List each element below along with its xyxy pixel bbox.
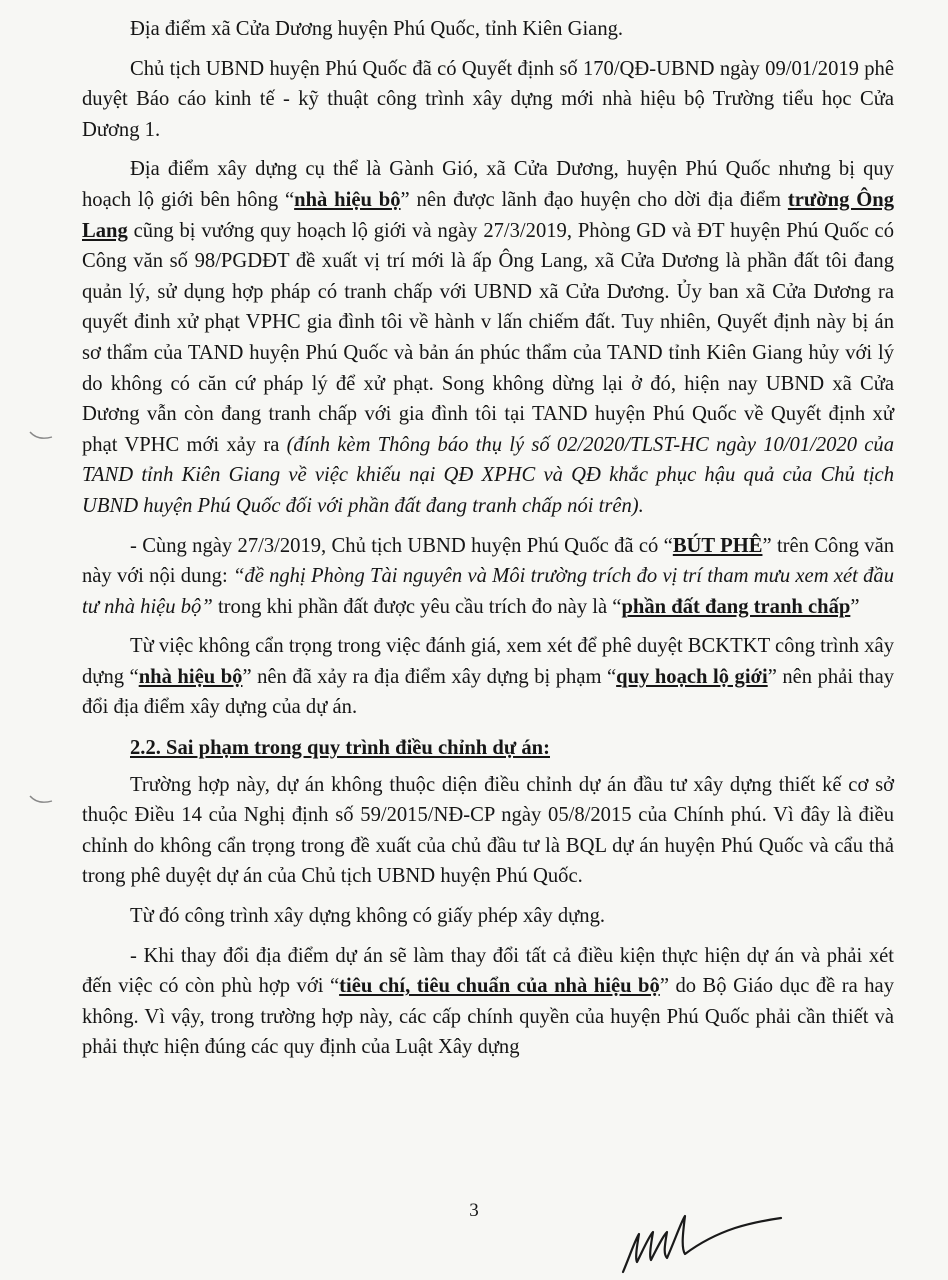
document-page: [82, 14, 894, 1072]
paragraph-criteria: - Khi thay đổi địa điểm dự án sẽ làm thay đổi tất cả điều kiện thực hiện dự án và phải xét đến việc có còn phù hợp với “tiêu chí, tiêu chuẩn của nhà hiệu bộ” do Bộ Giáo dục đề ra hay không. Vì vậy, trong trường hợp này, các cấp chính quyền của huyện Phú Quốc phải cần thiết và phải thực hiện đúng các quy định của Luật Xây dựng: [82, 944, 894, 1059]
emphasis-truong-ong-lang: trường Ông Lang: [82, 188, 894, 242]
attachment-note: (đính kèm Thông báo thụ lý số 02/2020/TLST-HC ngày 10/01/2020 của TAND tỉnh Kiên Giang về việc khiếu nại QĐ XPHC và QĐ khắc phục hậu quả của Chủ tịch UBND huyện Phú Quốc đối với phần đất đang tranh chấp nói trên).: [82, 433, 895, 517]
paragraph-location: Địa điểm xã Cửa Dương huyện Phú Quốc, tỉnh Kiên Giang.: [130, 18, 624, 40]
margin-mark: [28, 792, 54, 806]
emphasis-disputed-land: phần đất đang tranh chấp: [621, 595, 851, 618]
page-number: 3: [469, 1200, 479, 1221]
paragraph-consequence: Từ việc không cẩn trọng trong việc đánh giá, xem xét để phê duyệt BCKTKT công trình xây dựng “nhà hiệu bộ” nên đã xảy ra địa điểm xây dựng bị phạm “quy hoạch lộ giới” nên phải thay đổi địa điểm xây dựng của dự án.: [82, 635, 895, 719]
emphasis-nha-hieu-bo: nhà hiệu bộ: [138, 665, 243, 688]
emphasis-but-phe: BÚT PHÊ: [672, 534, 763, 557]
paragraph-but-phe: - Cùng ngày 27/3/2019, Chủ tịch UBND huyện Phú Quốc đã có “BÚT PHÊ” trên Công văn này với nội dung: “đề nghị Phòng Tài nguyên và Môi trường trích đo vị trí tham mưu xem xét đầu tư nhà hiệu bộ” trong khi phần đất được yêu cầu trích đo này là “phần đất đang tranh chấp”: [82, 534, 895, 618]
paragraph-decision: Chủ tịch UBND huyện Phú Quốc đã có Quyết định số 170/QĐ-UBND ngày 09/01/2019 phê duyệt Báo cáo kinh tế - kỹ thuật công trình xây dựng mới nhà hiệu bộ Trường tiểu học Cửa Dương 1.: [82, 57, 894, 141]
emphasis-nha-hieu-bo: nhà hiệu bộ: [294, 188, 401, 211]
quoted-directive: “đề nghị Phòng Tài nguyên và Môi trường trích đo vị trí tham mưu xem xét đầu tư nhà hiệu bộ”: [82, 565, 894, 618]
emphasis-criteria: tiêu chí, tiêu chuẩn của nhà hiệu bộ: [339, 975, 660, 998]
section-heading: 2.2. Sai phạm trong quy trình điều chỉnh dự án:: [130, 737, 550, 760]
paragraph-no-permit: Từ đó công trình xây dựng không có giấy phép xây dựng.: [130, 905, 606, 928]
emphasis-quy-hoach: quy hoạch lộ giới: [616, 665, 768, 688]
paragraph-site-change: Địa điểm xây dựng cụ thể là Gành Gió, xã Cửa Dương, huyện Phú Quốc nhưng bị quy hoạch lộ giới bên hông “nhà hiệu bộ” nên được lãnh đạo huyện cho dời địa điểm trường Ông Lang cũng bị vướng quy hoạch lộ giới và ngày 27/3/2019, Phòng GD và ĐT huyện Phú Quốc có Công văn số 98/PGDĐT đề xuất vị trí mới là ấp Ông Lang, xã Cửa Dương là phần đất tôi đang quản lý, sử dụng hợp pháp có tranh chấp với UBND xã Cửa Dương. Ủy ban xã Cửa Dương ra quyết đinh xử phạt VPHC gia đình tôi về hành v lấn chiếm đất. Tuy nhiên, Quyết định này bị án sơ thẩm của TAND huyện Phú Quốc và bản án phúc thẩm của TAND tỉnh Kiên Giang hủy với lý do không có căn cứ pháp lý để xử phạt. Song không dừng lại ở đó, hiện nay UBND xã Cửa Dương vẫn còn đang tranh chấp với gia đình tôi tại TAND huyện Phú Quốc về Quyết định xử phạt VPHC mới xảy ra (đính kèm Thông báo thụ lý số 02/2020/TLST-HC ngày 10/01/2020 của TAND tỉnh Kiên Giang về việc khiếu nại QĐ XPHC và QĐ khắc phục hậu quả của Chủ tịch UBND huyện Phú Quốc đối với phần đất đang tranh chấp nói trên).: [82, 158, 895, 517]
margin-mark: [28, 428, 54, 442]
paragraph-adjustment: Trường hợp này, dự án không thuộc diện điều chỉnh dự án đầu tư xây dựng thiết kế cơ sở thuộc Điều 14 của Nghị định số 59/2015/NĐ-CP ngày 05/8/2015 của Chính phú. Vì đây là điều chỉnh do không cẩn trọng trong đề xuất của chủ đầu tư là BQL dự án huyện Phú Quốc và cẩu thả trong phê duyệt dự án của Chủ tịch UBND huyện Phú Quốc.: [82, 773, 894, 888]
signature: [615, 1210, 785, 1280]
